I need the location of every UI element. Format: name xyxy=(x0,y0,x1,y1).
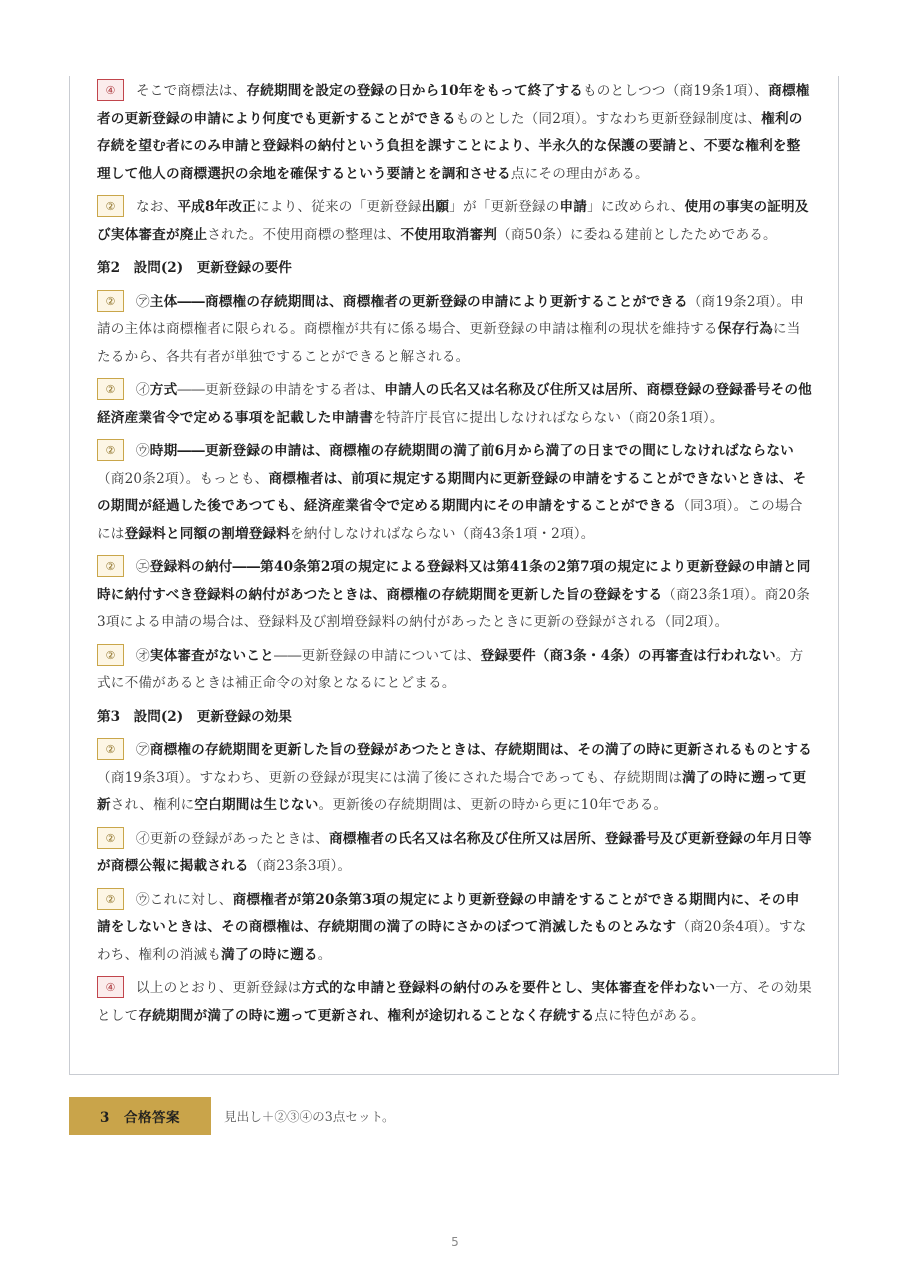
body-text: され、権利に xyxy=(110,797,195,813)
section-note: 見出し＋②③④の3点セット。 xyxy=(224,1109,395,1124)
score-badge: ② xyxy=(97,644,124,666)
emphasis-text: 平成8年改正 xyxy=(177,199,257,215)
body-text: ――更新登録の申請をする者は、 xyxy=(177,382,385,398)
body-text: （商23条3項）。 xyxy=(248,858,352,874)
body-text: ㋐ xyxy=(136,742,150,758)
section-tag xyxy=(69,1097,211,1135)
emphasis-text: 商標権者が第20条第3項の規定により更新登録の申請をすることができる期間内に、その申請をしないときは、その商標権は、存続期間の満了の時にさかのぼつて消滅したものとみなす xyxy=(97,891,800,935)
body-text: ㋓ xyxy=(136,559,150,575)
body-text: 」に改められ、 xyxy=(587,199,685,215)
body-text: （商19条2項）。申請の主体は商標権者に限られる。商標権が共有に係る場合、更新登録の申請は権利の現状を維持する xyxy=(97,293,805,337)
emphasis-text: 権利の存続を望む者にのみ申請と登録料の納付という負担を課すことにより、半永久的な保護の要請と、不要な権利を整理して他人の商標選択の余地を確保するという要請とを調和させる xyxy=(97,110,803,182)
emphasis-text: 使用の事実の証明及び実体審査が廃止 xyxy=(97,199,809,243)
emphasis-text: 主体――商標権の存続期間は、商標権者の更新登録の申請により更新することができる xyxy=(149,293,688,310)
body-text: そこで商標法は、 xyxy=(136,83,247,99)
body-text: を特許庁長官に提出しなければならない（商20条1項）。 xyxy=(372,409,724,426)
body-text: ㋒ xyxy=(136,443,150,459)
score-badge: ② xyxy=(97,439,124,461)
body-text: ㋐ xyxy=(136,293,150,310)
emphasis-text: 不使用取消審判 xyxy=(400,226,498,243)
answer-paragraph xyxy=(97,438,812,548)
answer-paragraph xyxy=(97,975,812,1030)
emphasis-text: 登録料と同額の割増登録料 xyxy=(124,525,291,542)
answer-paragraph xyxy=(97,78,812,188)
answer-paragraph xyxy=(97,737,812,820)
score-badge: ④ xyxy=(97,79,124,101)
score-badge: ② xyxy=(97,378,124,400)
body-text: （商20条2項）。もっとも、 xyxy=(97,470,269,487)
body-text: ㋒これに対し、 xyxy=(136,891,233,908)
body-text: 」が「更新登録の xyxy=(449,199,560,215)
body-text: された。不使用商標の整理は、 xyxy=(207,226,401,243)
body-text: 。 xyxy=(317,946,332,963)
body-text: ものとしつつ（商19条1項）、 xyxy=(582,83,769,99)
page-number: 5 xyxy=(451,1235,459,1249)
body-text: 点に特色がある。 xyxy=(594,1007,705,1024)
body-text: 。更新後の存続期間は、更新の時から更に10年である。 xyxy=(318,797,668,813)
score-badge: ② xyxy=(97,555,124,577)
score-badge: ④ xyxy=(97,976,124,998)
body-text: ㋔ xyxy=(136,647,150,664)
body-text: により、従来の「更新登録 xyxy=(256,199,422,215)
emphasis-text: 商標権の存続期間を更新した旨の登録があつたときは、存続期間は、その満了の時に更新されるものとする xyxy=(149,742,812,758)
answer-paragraph xyxy=(97,554,812,637)
body-text: 。方式に不備があるときは補正命令の対象となるにとどまる。 xyxy=(97,647,804,691)
emphasis-text: 時期――更新登録の申請は、商標権の存続期間の満了前6月から満了の日までの間にしなければならない xyxy=(149,443,794,459)
body-text: ㋑ xyxy=(136,382,150,398)
body-text: ものとした（同2項）。すなわち更新登録制度は、 xyxy=(455,110,762,127)
score-badge: ② xyxy=(97,827,124,849)
section-heading: 第2 設問(2) 更新登録の要件 xyxy=(97,260,292,276)
emphasis-text: 商標権者の氏名又は名称及び住所又は居所、登録番号及び更新登録の年月日等が商標公報に掲載される xyxy=(97,830,812,874)
score-badge: ② xyxy=(97,195,124,217)
body-text: 一方、その効果として xyxy=(97,980,812,1024)
emphasis-text: 空白期間は生じない xyxy=(194,797,319,813)
emphasis-text: 方式 xyxy=(149,382,178,398)
answer-paragraph xyxy=(97,643,812,698)
emphasis-text: 方式的な申請と登録料の納付のみを要件とし、実体審査を伴わない xyxy=(301,980,716,996)
emphasis-text: 登録要件（商3条・4条）の再審査は行われない xyxy=(480,647,776,664)
emphasis-text: 保存行為 xyxy=(717,321,773,337)
emphasis-text: 商標権者は、前項に規定する期間内に更新登録の申請をすることができないときは、その期間が経過した後であつても、経済産業省令で定める期間内にその申請をすることができる xyxy=(97,470,807,514)
emphasis-text: 存続期間が満了の時に遡って更新され、権利が途切れることなく存続する xyxy=(138,1007,595,1024)
body-text: （商20条4項）。すなわち、権利の消滅も xyxy=(97,919,807,963)
answer-paragraph xyxy=(97,377,812,432)
body-text: ㋑更新の登録があったときは、 xyxy=(136,830,329,847)
body-text: （商23条1項）。商20条3項による申請の場合は、登録料及び割増登録料の納付があったときに更新の登録がされる（同2項）。 xyxy=(97,586,811,630)
emphasis-text: 出願 xyxy=(421,199,450,215)
emphasis-text: 満了の時に遡って更新 xyxy=(97,769,807,813)
body-text: （同3項）。この場合には xyxy=(97,498,803,542)
answer-paragraph xyxy=(97,289,812,372)
score-badge: ② xyxy=(97,738,124,760)
body-text: に当たるから、各共有者が単独ですることができると解される。 xyxy=(97,321,801,365)
emphasis-text: 申請 xyxy=(559,199,588,215)
answer-content-box xyxy=(69,76,839,1075)
answer-paragraph xyxy=(97,826,812,881)
score-badge: ② xyxy=(97,888,124,910)
body-text: 点にその理由がある。 xyxy=(510,165,649,182)
emphasis-text: 存続期間を設定の登録の日から10年をもって終了する xyxy=(246,83,583,99)
score-badge: ② xyxy=(97,290,124,312)
emphasis-text: 登録料の納付――第40条第2項の規定による登録料又は第41条の2第7項の規定により更新登録の申請と同時に納付すべき登録料の納付があつたときは、商標権の存続期間を更新した旨の登録をする xyxy=(97,559,811,603)
body-text: （商50条）に委ねる建前としたためである。 xyxy=(497,226,777,243)
body-text: を納付しなければならない（商43条1項・2項）。 xyxy=(290,525,595,542)
section-tag-label: 3 合格答案 xyxy=(100,1110,180,1126)
answer-paragraph xyxy=(97,887,812,970)
body-text: ――更新登録の申請については、 xyxy=(273,647,481,664)
body-text: （商19条3項）。すなわち、更新の登録が現実には満了後にされた場合であっても、存続期間は xyxy=(97,769,683,786)
answer-paragraph xyxy=(97,194,812,249)
section-heading: 第3 設問(2) 更新登録の効果 xyxy=(97,708,292,725)
emphasis-text: 申請人の氏名又は名称及び住所又は居所、商標登録の登録番号その他経済産業省令で定める事項を記載した申請書 xyxy=(97,382,812,426)
body-text: 以上のとおり、更新登録は xyxy=(136,980,302,996)
body-text: なお、 xyxy=(136,199,178,215)
emphasis-text: 満了の時に遡る xyxy=(221,946,318,963)
emphasis-text: 実体審査がないこと xyxy=(149,647,274,664)
emphasis-text: 商標権者の更新登録の申請により何度でも更新することができる xyxy=(97,83,810,127)
